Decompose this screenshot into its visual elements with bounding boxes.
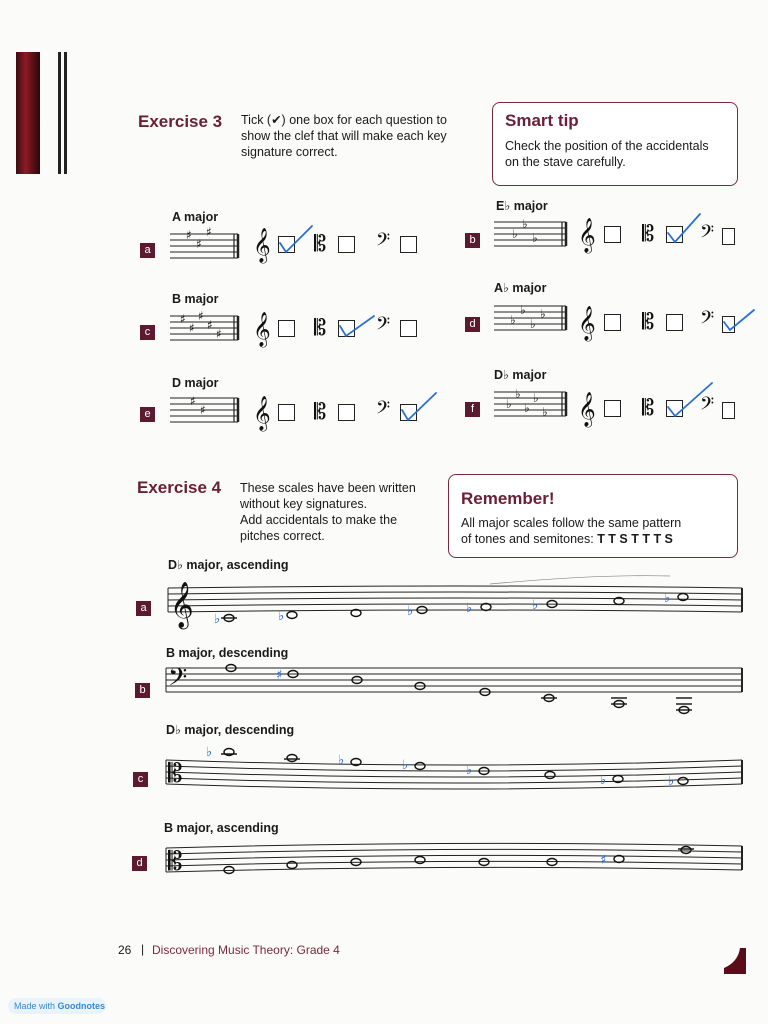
handwritten-sharp: ♯ (600, 853, 607, 868)
question-letter-a: a (140, 243, 155, 258)
footer-separator: | (141, 942, 145, 956)
exercise-3-title: Exercise 3 (138, 112, 223, 131)
alto-clef-icon: 𝄡 (314, 232, 327, 257)
whole-note (287, 755, 297, 762)
handwritten-flat: ♭ (532, 598, 539, 613)
question-letter-f: f (465, 402, 480, 417)
key-label-a: A major (172, 210, 219, 224)
scale-stave-a (168, 586, 742, 612)
instruction-line: without key signatures. (240, 497, 368, 511)
bass-clef-icon: 𝄢 (376, 398, 391, 423)
sharp-sign: ♯ (190, 394, 196, 408)
scale-stave-b (166, 668, 742, 692)
alto-clef-icon: 𝄡 (168, 847, 183, 877)
bass-clef-icon: 𝄢 (700, 308, 715, 333)
treble-clef-icon: 𝄞 (253, 396, 271, 431)
question-letter-d: d (132, 856, 147, 871)
instruction-line: signature correct. (241, 145, 338, 159)
goodnotes-badge[interactable] (8, 998, 106, 1014)
smart-tip-title: Smart tip (505, 111, 579, 130)
question-letter-b: b (465, 233, 480, 248)
question-letter-c: c (133, 772, 148, 787)
handwritten-flat: ♭ (466, 601, 473, 616)
bass-clef-icon: 𝄢 (700, 394, 715, 419)
alto-clef-icon: 𝄡 (642, 310, 655, 335)
handwritten-sharp: ♯ (276, 668, 283, 683)
sharp-sign: ♯ (216, 327, 222, 341)
question-letter-a: a (136, 601, 151, 616)
page-corner-mark (724, 948, 754, 974)
alto-clef-icon: 𝄡 (314, 316, 327, 341)
tip-line: on the stave carefully. (505, 155, 626, 169)
whole-note (681, 847, 691, 854)
bass-clef-icon: 𝄢 (376, 230, 391, 255)
handwritten-flat: ♭ (402, 758, 409, 773)
flat-sign: ♭ (540, 307, 546, 321)
question-letter-d: d (465, 317, 480, 332)
question-letter-b: b (135, 683, 150, 698)
instruction-line: Add accidentals to make the (240, 513, 398, 527)
scale-label-a: D♭ major, ascending (168, 558, 289, 572)
alto-clef-icon: 𝄡 (642, 222, 655, 247)
bass-clef-icon: 𝄢 (376, 314, 391, 339)
bass-clef-icon: 𝄢 (700, 222, 715, 247)
sharp-sign: ♯ (196, 237, 202, 251)
key-label-c: B major (172, 292, 219, 306)
flat-sign: ♭ (524, 401, 530, 415)
flat-sign: ♭ (512, 227, 518, 241)
handwritten-flat: ♭ (664, 591, 671, 606)
whole-note (287, 612, 297, 619)
key-label-d: A♭ major (494, 281, 547, 295)
tick-icon (280, 226, 312, 252)
whole-note (287, 862, 297, 869)
exercise-4-staves (0, 480, 768, 900)
scale-label-b: B major, descending (166, 646, 289, 660)
handwritten-flat: ♭ (600, 773, 607, 788)
key-label-e: D major (172, 376, 219, 390)
book-title: Discovering Music Theory: Grade 4 (152, 943, 340, 957)
exercise-4-title: Exercise 4 (137, 478, 222, 497)
sharp-sign: ♯ (189, 321, 195, 335)
scale-label-c: D♭ major, descending (166, 723, 295, 737)
handwritten-flat: ♭ (407, 604, 414, 619)
tick-icon (402, 393, 436, 420)
sharp-sign: ♯ (207, 318, 213, 332)
instruction-line: show the clef that will make each key (241, 129, 447, 143)
flat-sign: ♭ (530, 317, 536, 331)
tick-icon (340, 316, 374, 336)
flat-sign: ♭ (515, 387, 521, 401)
sharp-sign: ♯ (186, 228, 192, 242)
tick-icon (724, 310, 754, 330)
handwritten-flat: ♭ (278, 609, 285, 624)
handwritten-flat: ♭ (206, 745, 213, 760)
tip-line: Check the position of the accidentals (505, 139, 709, 153)
question-letter-e: e (140, 407, 155, 422)
treble-clef-icon: 𝄞 (253, 228, 271, 263)
sharp-sign: ♯ (200, 403, 206, 417)
remember-title: Remember! (461, 489, 555, 508)
whole-note (481, 604, 491, 611)
alto-clef-icon: 𝄡 (168, 759, 183, 789)
handwritten-flat: ♭ (668, 774, 675, 789)
sharp-sign: ♯ (180, 312, 186, 326)
bass-clef-icon: 𝄢 (168, 663, 188, 698)
question-letter-c: c (140, 325, 155, 340)
key-label-b: E♭ major (496, 199, 548, 213)
scale-stave-d (166, 843, 742, 872)
handwritten-ticks (0, 0, 768, 480)
remember-line: All major scales follow the same pattern (461, 516, 682, 530)
treble-clef-icon: 𝄞 (578, 218, 596, 253)
page-number: 26 (118, 943, 132, 957)
tick-icon (668, 214, 700, 242)
flat-sign: ♭ (542, 405, 548, 419)
sharp-sign: ♯ (198, 309, 204, 323)
tone-pattern: T T S T T T S (597, 532, 673, 546)
alto-clef-icon: 𝄡 (642, 396, 655, 421)
whole-note (415, 857, 425, 864)
badge-prefix: Made with (14, 1001, 56, 1011)
badge-brand: Goodnotes (57, 1001, 106, 1011)
sharp-sign: ♯ (206, 225, 212, 239)
treble-clef-icon: 𝄞 (253, 312, 271, 347)
pencil-line (490, 576, 670, 584)
whole-note (545, 772, 555, 779)
instruction-line: pitches correct. (240, 529, 325, 543)
handwritten-flat: ♭ (338, 753, 345, 768)
instruction-line: Tick (✔) one box for each question to (241, 113, 447, 127)
flat-sign: ♭ (533, 391, 539, 405)
treble-clef-icon: 𝄞 (170, 582, 194, 628)
flat-sign: ♭ (532, 231, 538, 245)
whole-note (479, 859, 489, 866)
whole-note (415, 763, 425, 770)
scale-stave-c (166, 760, 742, 789)
instruction-line: These scales have been written (240, 481, 416, 495)
treble-clef-icon: 𝄞 (578, 306, 596, 341)
scale-label-d: B major, ascending (164, 821, 279, 835)
flat-sign: ♭ (520, 303, 526, 317)
flat-sign: ♭ (510, 313, 516, 327)
whole-note (678, 778, 688, 785)
flat-sign: ♭ (522, 217, 528, 231)
treble-clef-icon: 𝄞 (578, 392, 596, 427)
alto-clef-icon: 𝄡 (314, 400, 327, 425)
handwritten-flat: ♭ (214, 612, 221, 627)
tick-icon (668, 383, 712, 416)
key-label-f: D♭ major (494, 368, 547, 382)
handwritten-flat: ♭ (466, 763, 473, 778)
flat-sign: ♭ (506, 397, 512, 411)
remember-line-start: of tones and semitones: (461, 532, 598, 546)
